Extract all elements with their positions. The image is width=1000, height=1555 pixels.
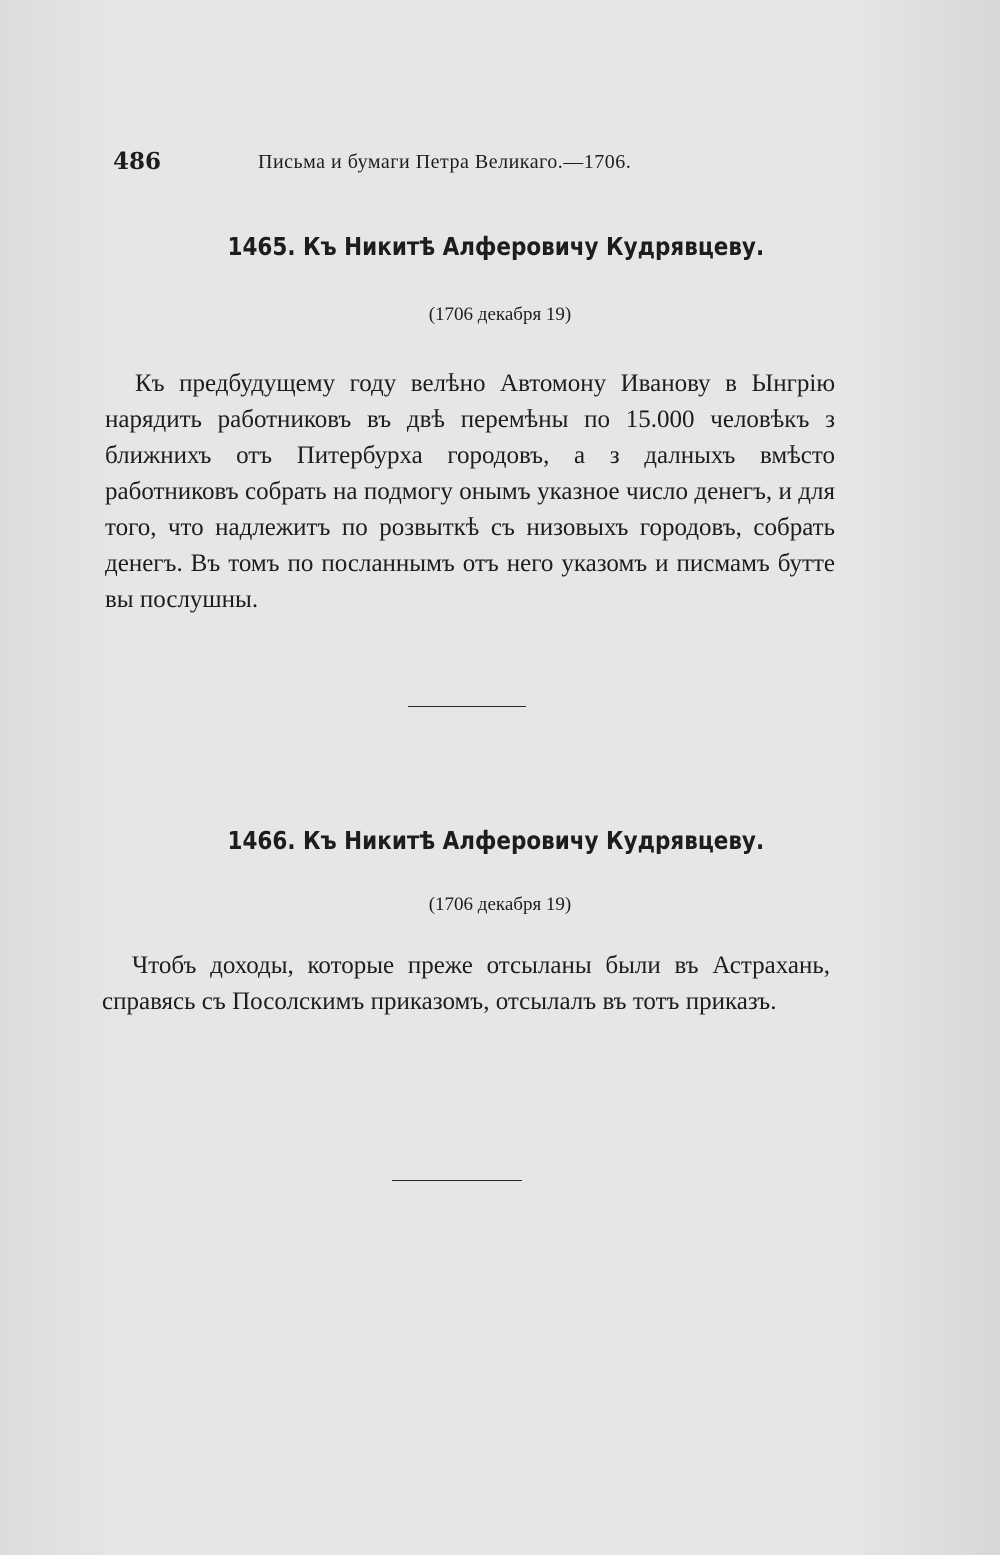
section-divider-2 — [392, 1180, 522, 1181]
document-text-1465: Къ предбудущему году велѣно Автомону Иванову в Ынгрію нарядить работниковъ въ двѣ перемѣны по 15.000 человѣкъ з ближнихъ отъ Питербурха городовъ, а з далныхъ вмѣсто работниковъ собрать на подмогу онымъ указное число денегъ, и для того, что надлежитъ по розвыткѣ съ низовыхъ городовъ, собрать денегъ. Въ томъ по посланнымъ отъ него указомъ и писмамъ бутте вы послушны. — [105, 370, 835, 613]
document-heading-1465: 1465. Къ Никитѣ Алферовичу Кудрявцеву. — [227, 232, 765, 261]
document-text-1466: Чтобъ доходы, которые преже отсыланы были въ Астрахань, справясь съ Посолскимъ приказомъ, отсылалъ въ тотъ приказъ. — [102, 952, 830, 1015]
document-heading-1466: 1466. Къ Никитѣ Алферовичу Кудрявцеву. — [227, 826, 765, 855]
running-head — [113, 148, 703, 182]
document-date-1465: (1706 декабря 19) — [428, 304, 572, 325]
document-body-1466 — [102, 948, 830, 1020]
document-body-1465 — [105, 366, 835, 618]
page-number: 486 — [113, 148, 162, 175]
running-title: Письма и бумаги Петра Великаго.—1706. — [258, 151, 632, 173]
document-date-1466: (1706 декабря 19) — [428, 894, 572, 915]
section-divider-1 — [408, 706, 526, 707]
